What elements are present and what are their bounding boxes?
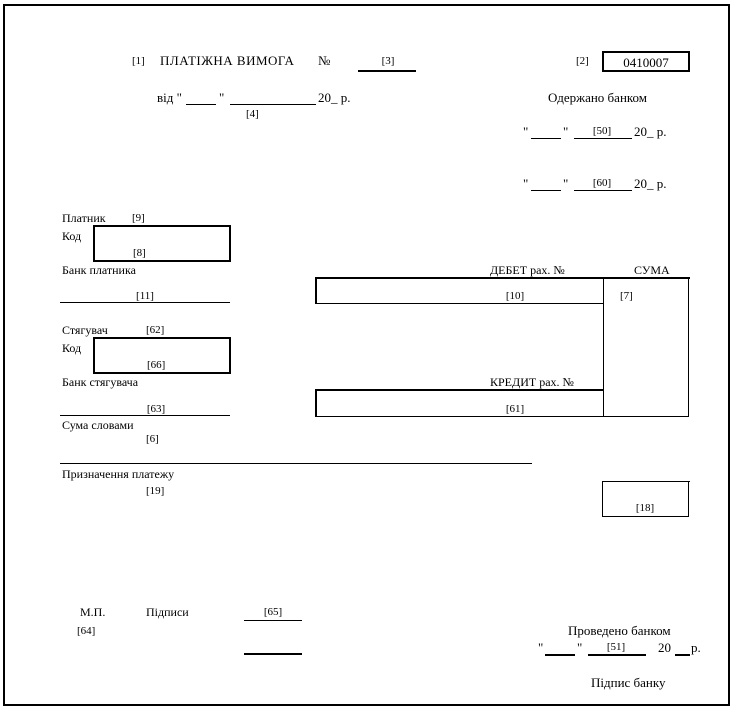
collector-name-field[interactable]: [62]	[146, 324, 165, 336]
form-code: 0410007	[623, 55, 669, 70]
payer-bank-label: Банк платника	[62, 263, 136, 277]
processed-year-suffix: р.	[691, 640, 701, 655]
processed-date-field-51[interactable]: [51]	[606, 641, 626, 653]
amount-words-label: Сума словами	[62, 418, 134, 432]
processed-quote-open: "	[538, 640, 544, 655]
payer-bank-field[interactable]: [11]	[136, 290, 154, 302]
signature-line-2[interactable]	[244, 653, 302, 655]
processed-day-field[interactable]	[545, 654, 575, 656]
received-row1-year: 20_ р.	[634, 124, 667, 139]
received-row1-day-field[interactable]	[531, 138, 561, 139]
collector-label: Стягувач	[62, 323, 108, 337]
collector-code-field: [66]	[147, 359, 166, 371]
document-title: ПЛАТІЖНА ВИМОГА	[160, 53, 295, 68]
processed-by-bank-label: Проведено банком	[568, 623, 671, 638]
credit-bottom-line	[315, 416, 689, 417]
processed-date-underline	[588, 654, 646, 656]
processed-year-field[interactable]	[675, 654, 690, 656]
processed-quote-close: "	[577, 640, 583, 655]
received-row2-underline	[574, 190, 632, 191]
credit-label: КРЕДИТ рах. №	[490, 375, 574, 389]
sum-field[interactable]: [7]	[620, 290, 633, 302]
debit-label: ДЕБЕТ рах. №	[490, 263, 565, 277]
purpose-label: Призначення платежу	[62, 467, 175, 481]
amount-words-field[interactable]: [6]	[146, 433, 159, 445]
number-sign: №	[318, 53, 331, 68]
sum-label: СУМА	[634, 263, 670, 277]
stamp-label: М.П.	[80, 605, 106, 619]
field-18[interactable]: [18]	[635, 502, 655, 514]
form-code-box	[602, 51, 690, 72]
collector-code-box[interactable]	[93, 337, 231, 374]
signatures-label: Підписи	[146, 605, 189, 619]
received-row1-quote-open: "	[523, 124, 529, 139]
credit-account-field[interactable]: [61]	[505, 403, 525, 415]
sum-left-border	[603, 277, 604, 417]
received-row2-day-field[interactable]	[531, 190, 561, 191]
processed-year: 20	[658, 640, 671, 655]
amount-words-underline	[60, 463, 532, 464]
sum-right-border	[688, 277, 689, 417]
received-date-field-60[interactable]: [60]	[592, 177, 612, 189]
collector-bank-field[interactable]: [63]	[146, 403, 166, 415]
collector-bank-underline	[60, 415, 230, 416]
field-18-box-bottom	[602, 516, 689, 517]
date-day-field[interactable]	[186, 104, 216, 105]
received-row2-quote-open: "	[523, 176, 529, 191]
debit-account-field[interactable]: [10]	[505, 290, 525, 302]
field-2-marker: [2]	[576, 55, 589, 67]
credit-left-border	[315, 389, 317, 417]
collector-code-label: Код	[62, 341, 82, 355]
date-quote: "	[219, 90, 225, 105]
signature-field-65[interactable]: [65]	[263, 606, 283, 618]
date-month-field[interactable]	[230, 104, 316, 105]
received-row2-quote-close: "	[563, 176, 569, 191]
credit-top-line	[315, 389, 603, 391]
payer-code-field: [8]	[133, 247, 146, 259]
payer-bank-underline	[60, 302, 230, 303]
bank-signature-label: Підпис банку	[591, 675, 666, 690]
payer-code-box[interactable]	[93, 225, 231, 262]
field-18-box-right	[688, 481, 689, 517]
received-date-field-50[interactable]: [50]	[592, 125, 612, 137]
signature-line-1	[244, 620, 302, 621]
received-row1-underline	[574, 138, 632, 139]
date-year: 20_ р.	[318, 90, 351, 105]
document-number-underline	[358, 70, 416, 72]
debit-bottom-line	[315, 303, 603, 304]
document-number-field[interactable]: [3]	[381, 55, 395, 67]
received-row1-quote-close: "	[563, 124, 569, 139]
collector-bank-label: Банк стягувача	[62, 375, 139, 389]
field-1-marker: [1]	[132, 55, 145, 67]
payer-code-label: Код	[62, 229, 82, 243]
debit-top-line	[315, 277, 690, 279]
date-prefix: від "	[157, 90, 182, 105]
payer-name-field[interactable]: [9]	[132, 212, 145, 224]
field-4-marker: [4]	[246, 108, 259, 120]
debit-left-border	[315, 277, 317, 304]
purpose-field[interactable]: [19]	[146, 485, 165, 497]
stamp-field: [64]	[77, 625, 96, 637]
payer-label: Платник	[62, 211, 106, 225]
received-by-bank-label: Одержано банком	[548, 90, 648, 105]
received-row2-year: 20_ р.	[634, 176, 667, 191]
